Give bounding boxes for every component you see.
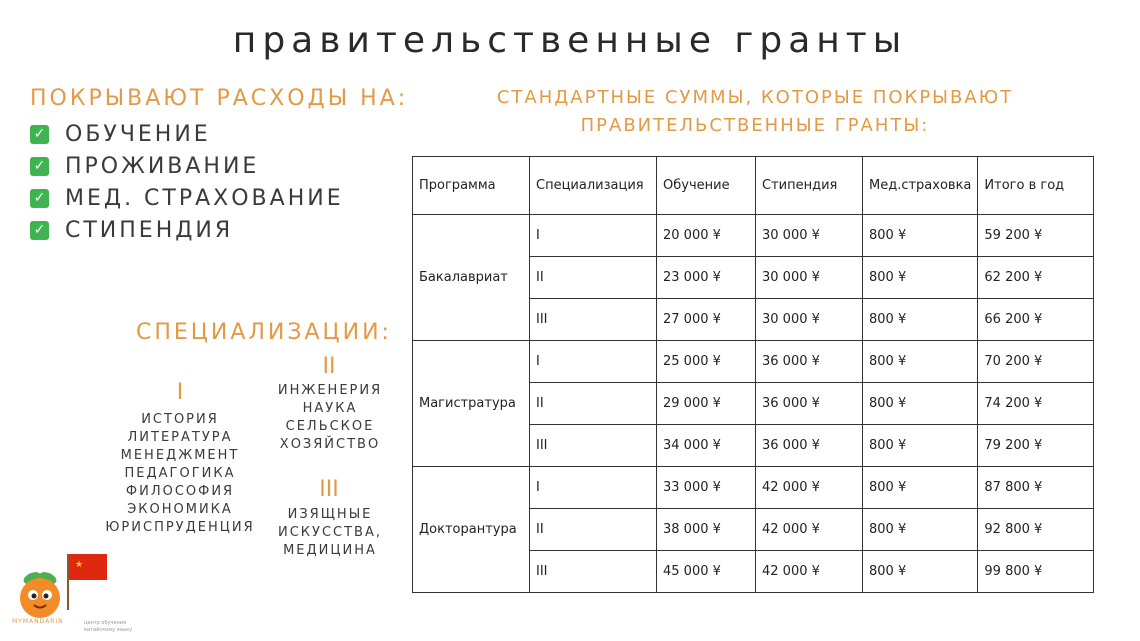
spec-item: ИСКУССТВА, xyxy=(278,525,382,540)
brand-tagline xyxy=(84,620,132,634)
spec-item: ПЕДАГОГИКА xyxy=(124,466,236,481)
table-cell: I xyxy=(530,467,657,509)
table-cell: 30 000 ¥ xyxy=(756,299,863,341)
table-cell: 42 000 ¥ xyxy=(756,551,863,593)
spec-item: МЕНЕДЖМЕНТ xyxy=(120,448,240,463)
spec-item: ХОЗЯЙСТВО xyxy=(279,437,381,452)
table-cell: III xyxy=(530,551,657,593)
spec-item: ЭКОНОМИКА xyxy=(127,502,233,517)
table-cell: 800 ¥ xyxy=(863,425,978,467)
page-title: правительственные гранты xyxy=(232,20,908,61)
table-cell: 29 000 ¥ xyxy=(657,383,756,425)
checkmark-icon: ✓ xyxy=(30,221,49,240)
table-header-row xyxy=(413,157,1094,215)
mandarin-mascot-icon xyxy=(8,548,108,620)
table-cell: 20 000 ¥ xyxy=(657,215,756,257)
table-cell: 38 000 ¥ xyxy=(657,509,756,551)
table-cell: 99 800 ¥ xyxy=(978,551,1094,593)
table-cell: 87 800 ¥ xyxy=(978,467,1094,509)
cover-item-label: ОБУЧЕНИЕ xyxy=(65,121,211,147)
table-cell: 800 ¥ xyxy=(863,341,978,383)
column-header: Стипендия xyxy=(756,157,863,215)
table-cell: 25 000 ¥ xyxy=(657,341,756,383)
table-cell: 800 ¥ xyxy=(863,299,978,341)
table-cell: II xyxy=(530,257,657,299)
column-header: Обучение xyxy=(657,157,756,215)
cover-list xyxy=(30,118,344,246)
table-cell: 800 ¥ xyxy=(863,467,978,509)
cover-item xyxy=(30,118,344,150)
program-cell: Бакалавриат xyxy=(413,215,530,341)
spec-item: ИЗЯЩНЫЕ xyxy=(287,507,373,522)
spec-group-3-numeral: III xyxy=(319,477,339,502)
table-cell: 30 000 ¥ xyxy=(756,257,863,299)
column-header: Программа xyxy=(413,157,530,215)
specializations-heading: СПЕЦИАЛИЗАЦИИ: xyxy=(136,320,392,345)
table-cell: 45 000 ¥ xyxy=(657,551,756,593)
spec-item: ЮРИСПРУДЕНЦИЯ xyxy=(105,520,255,535)
table-cell: 42 000 ¥ xyxy=(756,509,863,551)
table-cell: 59 200 ¥ xyxy=(978,215,1094,257)
table-heading-line: СТАНДАРТНЫЕ СУММЫ, КОТОРЫЕ ПОКРЫВАЮТ xyxy=(496,87,1014,108)
table-row xyxy=(413,341,1094,383)
table-cell: 800 ¥ xyxy=(863,215,978,257)
table-cell: 33 000 ¥ xyxy=(657,467,756,509)
spec-group-3-list xyxy=(270,506,390,560)
brand-tagline-line: центр обучения xyxy=(84,620,127,626)
table-cell: I xyxy=(530,215,657,257)
spec-item: СЕЛЬСКОЕ xyxy=(285,419,375,434)
table-cell: 79 200 ¥ xyxy=(978,425,1094,467)
table-cell: 800 ¥ xyxy=(863,509,978,551)
table-cell: 92 800 ¥ xyxy=(978,509,1094,551)
cover-item xyxy=(30,150,344,182)
spec-item: ФИЛОСОФИЯ xyxy=(125,484,235,499)
table-cell: 74 200 ¥ xyxy=(978,383,1094,425)
table-cell: 70 200 ¥ xyxy=(978,341,1094,383)
table-cell: 800 ¥ xyxy=(863,383,978,425)
brand-name: MYMANDARIN xyxy=(12,618,64,625)
table-cell: II xyxy=(530,509,657,551)
table-cell: 800 ¥ xyxy=(863,551,978,593)
column-header: Мед.страховка xyxy=(863,157,978,215)
spec-item: НАУКА xyxy=(302,401,358,416)
spec-item: ЛИТЕРАТУРА xyxy=(127,430,233,445)
mandarin-body xyxy=(20,578,60,618)
column-header: Итого в год xyxy=(978,157,1094,215)
cover-heading: ПОКРЫВАЮТ РАСХОДЫ НА: xyxy=(30,86,409,111)
table-cell: 36 000 ¥ xyxy=(756,341,863,383)
program-cell: Докторантура xyxy=(413,467,530,593)
table-cell: 27 000 ¥ xyxy=(657,299,756,341)
spec-item: ИСТОРИЯ xyxy=(141,412,219,427)
cover-item-label: ПРОЖИВАНИЕ xyxy=(65,153,260,179)
table-cell: 23 000 ¥ xyxy=(657,257,756,299)
table-row xyxy=(413,467,1094,509)
brand-tagline-line: китайскому языку xyxy=(84,627,133,633)
table-cell: III xyxy=(530,425,657,467)
program-cell: Магистратура xyxy=(413,341,530,467)
table-cell: 36 000 ¥ xyxy=(756,383,863,425)
table-cell: 30 000 ¥ xyxy=(756,215,863,257)
table-cell: 36 000 ¥ xyxy=(756,425,863,467)
spec-group-1-list xyxy=(100,411,260,537)
column-header: Специализация xyxy=(530,157,657,215)
spec-item: МЕДИЦИНА xyxy=(283,543,377,558)
table-cell: 34 000 ¥ xyxy=(657,425,756,467)
checkmark-icon: ✓ xyxy=(30,125,49,144)
table-cell: I xyxy=(530,341,657,383)
table-cell: III xyxy=(530,299,657,341)
cover-item xyxy=(30,182,344,214)
table-heading-line: ПРАВИТЕЛЬСТВЕННЫЕ ГРАНТЫ: xyxy=(580,115,930,136)
spec-group-2-list xyxy=(270,382,390,454)
table-cell: 66 200 ¥ xyxy=(978,299,1094,341)
cover-item-label: СТИПЕНДИЯ xyxy=(65,217,234,243)
checkmark-icon: ✓ xyxy=(30,157,49,176)
table-cell: 62 200 ¥ xyxy=(978,257,1094,299)
spec-group-2-numeral: II xyxy=(322,354,336,379)
spec-item: ИНЖЕНЕРИЯ xyxy=(277,383,383,398)
svg-text:★: ★ xyxy=(75,560,84,570)
table-heading xyxy=(460,84,1050,140)
table-cell: II xyxy=(530,383,657,425)
table-row xyxy=(413,215,1094,257)
grants-table xyxy=(412,156,1094,593)
table-cell: 800 ¥ xyxy=(863,257,978,299)
table-cell: 42 000 ¥ xyxy=(756,467,863,509)
cover-item-label: МЕД. СТРАХОВАНИЕ xyxy=(65,185,344,211)
spec-group-1-numeral: I xyxy=(176,380,184,405)
checkmark-icon: ✓ xyxy=(30,189,49,208)
cover-item xyxy=(30,214,344,246)
